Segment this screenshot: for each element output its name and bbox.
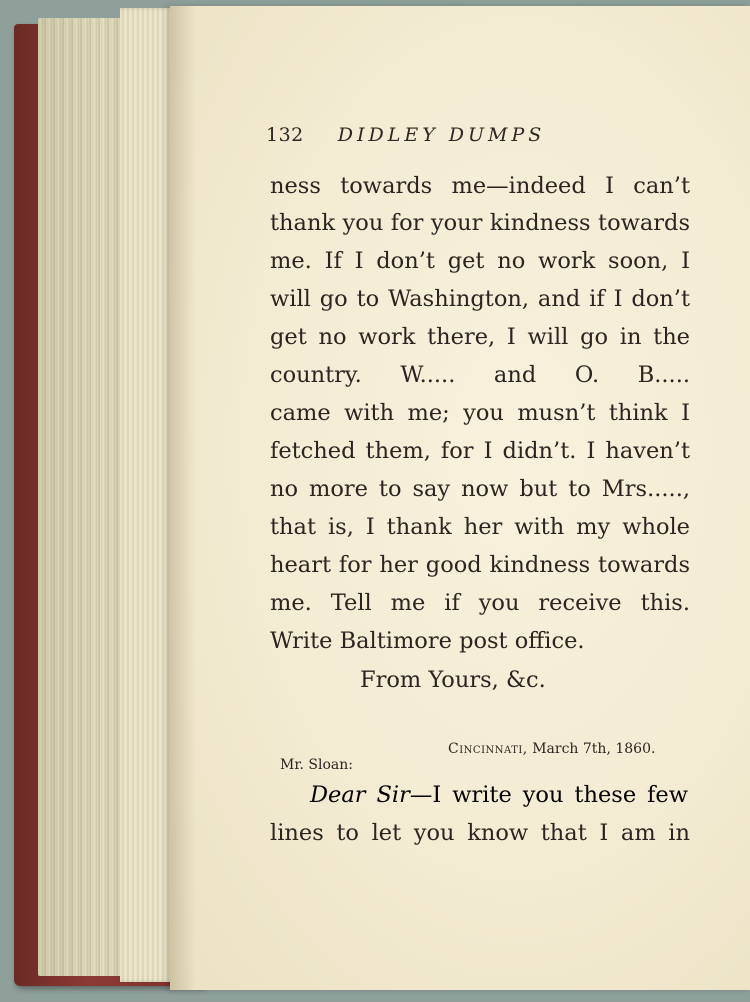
body-line: fetched them, for I didn’t. I haven’t	[270, 438, 690, 464]
letter-dateline	[448, 741, 655, 757]
body-line: me. Tell me if you receive this.	[270, 590, 690, 616]
body-line: ness towards me—indeed I can’t	[270, 173, 690, 199]
page-number: 132	[266, 124, 304, 146]
body-line: Write Baltimore post office.	[270, 628, 585, 654]
letter-opening-rest: —I write you these few	[409, 782, 688, 808]
dateline-date: March 7th, 1860.	[532, 741, 656, 757]
letter-greeting: Dear Sir	[310, 782, 410, 808]
body-line: came with me; you musn’t think I	[270, 400, 690, 426]
letter-salutation: Mr. Sloan:	[280, 757, 353, 773]
running-head-title: DIDLEY DUMPS	[337, 124, 546, 146]
book-page	[170, 6, 750, 990]
letter-closing: From Yours, &c.	[360, 667, 546, 693]
body-line: me. If I don’t get no work soon, I	[270, 248, 690, 274]
dateline-place: Cincinnati,	[448, 741, 528, 757]
body-line: thank you for your kindness towards	[270, 210, 690, 236]
body-line: will go to Washington, and if I don’t	[270, 286, 690, 312]
letter-opening-line	[310, 781, 688, 809]
body-line: country. W..... and O. B.....	[270, 362, 690, 388]
body-line: no more to say now but to Mrs.....,	[270, 476, 690, 502]
page-gutter-shadow	[170, 6, 196, 990]
running-head	[266, 124, 545, 146]
body-line: that is, I thank her with my whole	[270, 514, 690, 540]
body-line: lines to let you know that I am in	[270, 820, 690, 846]
body-line: heart for her good kindness towards	[270, 552, 690, 578]
body-line: get no work there, I will go in the	[270, 324, 690, 350]
